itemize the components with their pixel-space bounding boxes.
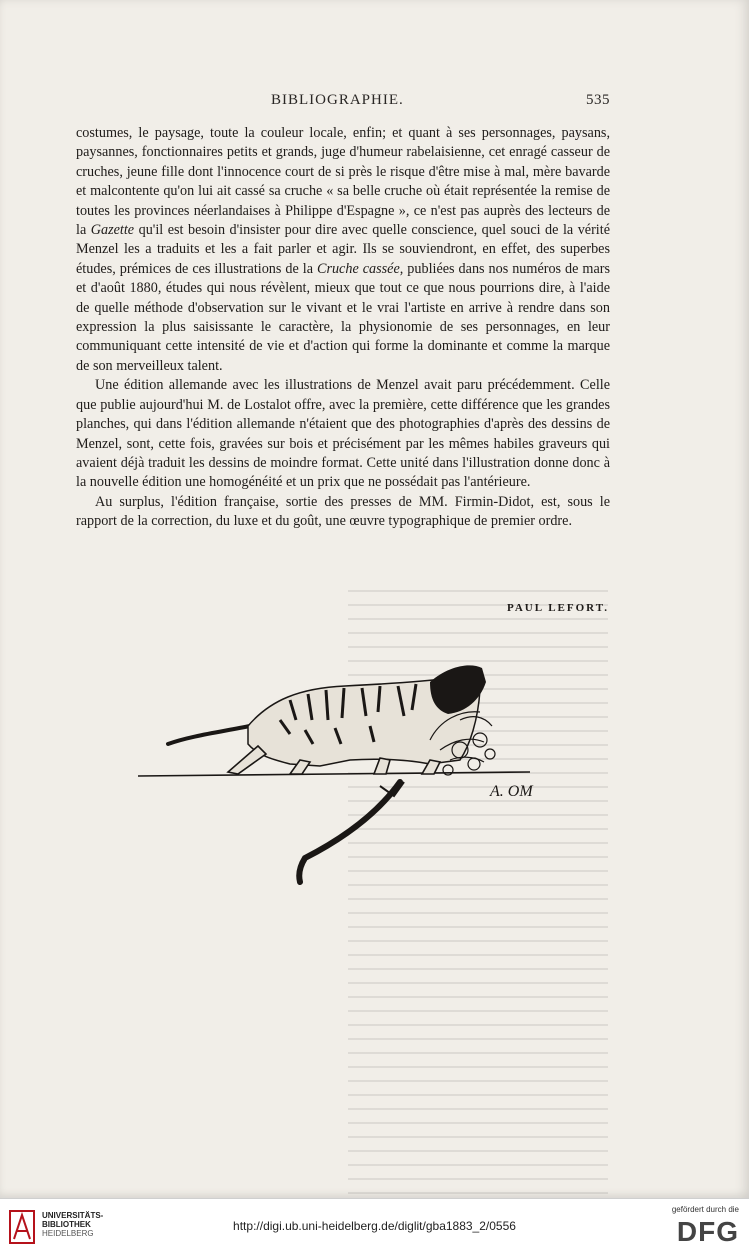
- library-line-3: HEIDELBERG: [42, 1229, 94, 1238]
- cat-tail: [168, 726, 250, 744]
- source-url-link[interactable]: http://digi.ub.uni-heidelberg.de/diglit/gba1883_2/0556: [233, 1219, 516, 1233]
- paragraph-1-part-b: qu'il est besoin d'insister pour dire avec quelle conscience, quel souci de la vérité Menzel les a traduits et les a fait parler et agir. Ils se souviendront, en effet, des superbes études, prémices de ces illustrations de la: [76, 222, 610, 277]
- dfg-caption: gefördert durch die: [671, 1205, 739, 1214]
- paragraph-3: Au surplus, l'édition française, sortie des presses de MM. Firmin-Didot, est, sous le rapport de la correction, du luxe et du goût, une œuvre typographique de premier ordre.: [76, 493, 610, 530]
- paragraph-1-part-a: costumes, le paysage, toute la couleur locale, enfin; et quant à ses personnages, paysans, paysannes, fonctionnaires petits et grands, juge d'humeur rabelaisienne, cet enragé casseur de cruches, jeune fille dont l'innocence court de si près le risque d'être mise à mal, mère bavarde et malcontente qu'on lui ait cassé sa cruche « sa belle cruche où était représentée la remise de toutes les provinces néerlandaises à Philippe d'Espagne », ce n'est pas auprès des lecteurs de la: [76, 125, 610, 239]
- paragraph-1: [76, 124, 610, 376]
- paragraph-1-part-c: publiées dans nos numéros de mars et d'août 1880, études qui nous révèlent, mieux que tout ce que nous pourrions dire, à l'aide de quelle méthode d'observation sur le vivant et le vrai l'artiste en arrive à rendre dans son expression la plus saisissante le caractère, la physionomie de ses personnages, en leur communiquant cette intensité de vie et d'action qui forme la dominante et comme la marque de son merveilleux talent.: [76, 260, 611, 374]
- author-signature: PAUL LEFORT.: [506, 602, 609, 614]
- cat-engraving: [130, 660, 550, 900]
- digitization-footer: [0, 1198, 749, 1254]
- running-header: [76, 92, 610, 114]
- ground-line: [138, 772, 530, 776]
- dfg-logo: DFG: [676, 1216, 739, 1247]
- article-text: [76, 124, 610, 532]
- running-title: BIBLIOGRAPHIE.: [271, 92, 404, 108]
- cruche-cassee-title: Cruche cassée,: [316, 260, 404, 277]
- gazette-title: Gazette: [90, 222, 135, 239]
- library-line-1: UNIVERSITÄTS-: [42, 1211, 104, 1220]
- artist-monogram: A. OM: [490, 783, 533, 800]
- paragraph-2: Une édition allemande avec les illustrations de Menzel avait paru précédemment. Celle que publie aujourd'hui M. de Lostalot offre, avec la première, cette différence que les grandes planches, qui dans l'édition allemande n'étaient que des photographies d'après des dessins de Menzel, sont, cette fois, gravées sur bois et précisément par les mêmes habiles graveurs qui avaient déjà traduit les dessins de moindre format. Cette unité dans l'illustration donne donc à la nouvelle édition une homogénéité et un prix que ne possédait pas l'antérieure.: [76, 377, 610, 491]
- library-line-2: BIBLIOTHEK: [42, 1220, 91, 1229]
- page-number: 535: [586, 92, 610, 108]
- bird-tail: [299, 782, 400, 882]
